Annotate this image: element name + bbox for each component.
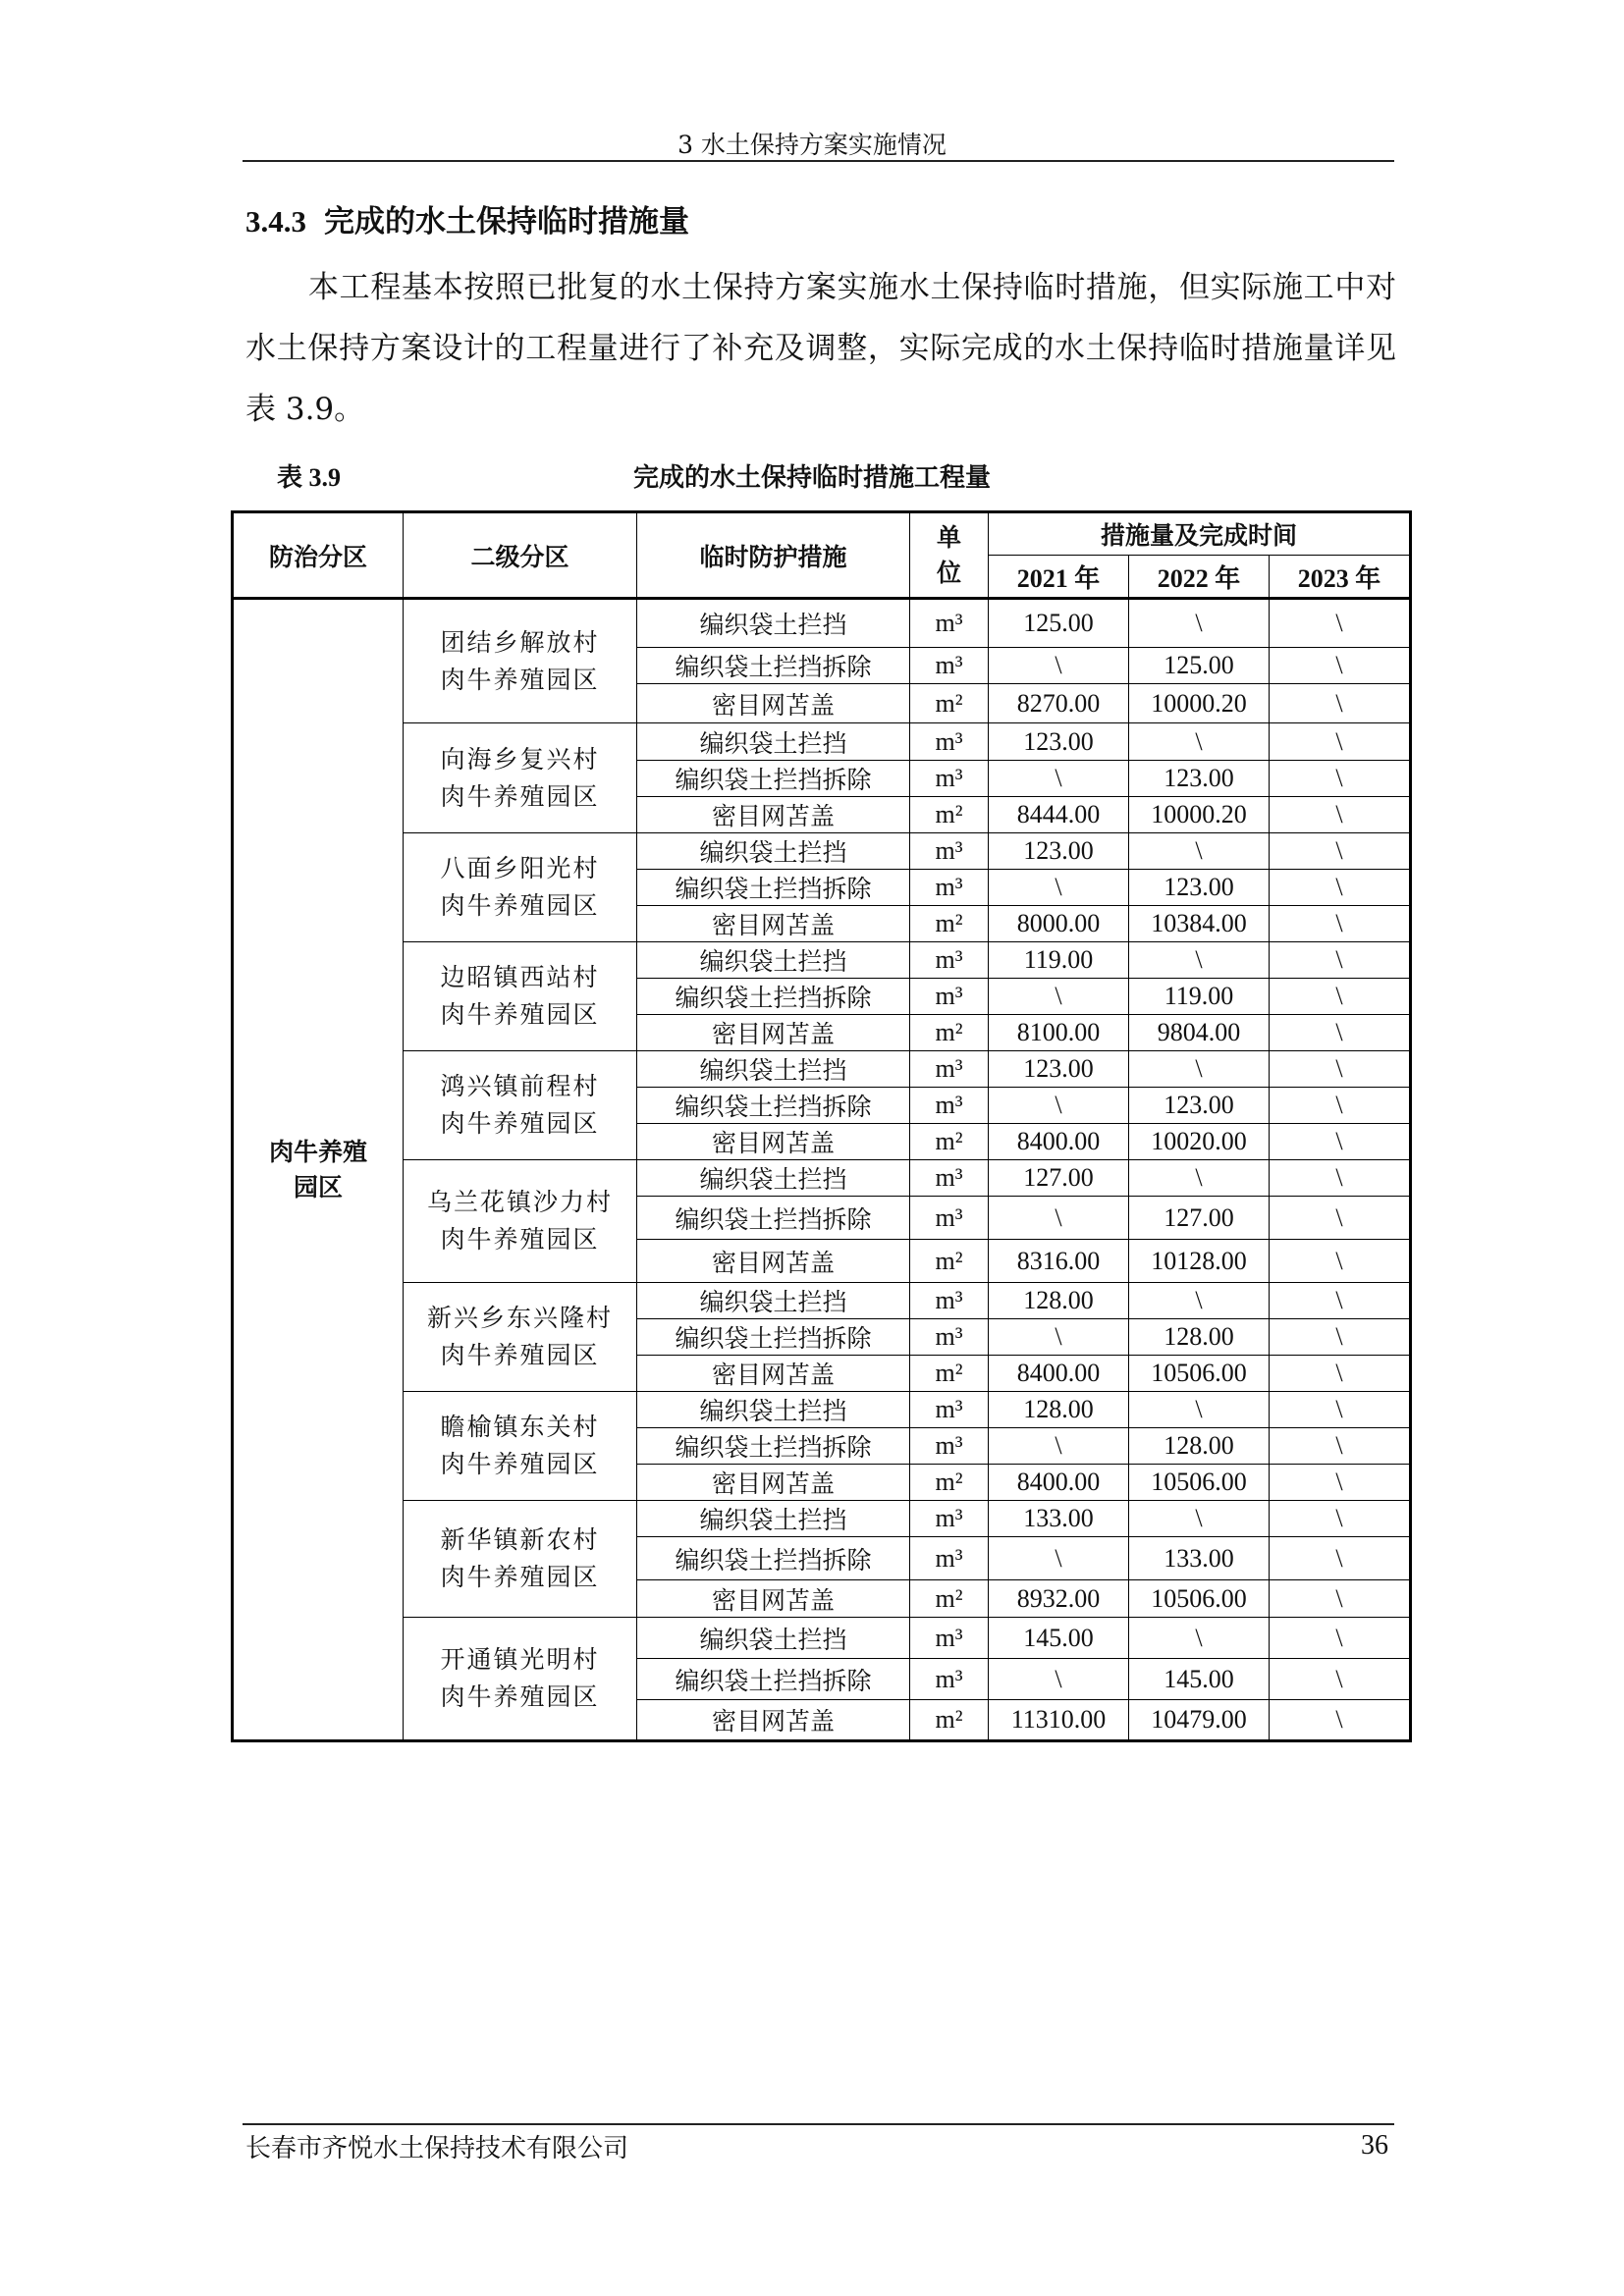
subzone-line: 肉牛养殖园区 — [440, 1450, 600, 1478]
body-paragraph: 本工程基本按照已批复的水土保持方案实施水土保持临时措施，但实际施工中对水土保持方案设计的工程量进行了补充及调整，实际完成的水土保持临时措施量详见表 3.9。 — [245, 270, 1396, 427]
unit-cell: m³ — [910, 1501, 989, 1537]
subzone-cell — [404, 833, 637, 942]
unit-cell: m² — [910, 1465, 989, 1501]
measure-cell: 密目网苫盖 — [637, 684, 910, 723]
measure-cell: 编织袋土拦挡拆除 — [637, 1197, 910, 1240]
amount-2023-cell: \ — [1270, 1124, 1411, 1160]
subzone-line: 乌兰花镇沙力村 — [426, 1188, 613, 1216]
amount-2022-cell: 10000.20 — [1129, 684, 1270, 723]
table-caption-title: 完成的水土保持临时措施工程量 — [632, 463, 991, 493]
unit-cell: m² — [910, 684, 989, 723]
amount-2021-cell: \ — [989, 1659, 1129, 1700]
amount-2022-cell: 123.00 — [1129, 1088, 1270, 1124]
amount-2023-cell: \ — [1270, 1428, 1411, 1465]
amount-2023-cell: \ — [1270, 797, 1411, 833]
measure-cell: 编织袋土拦挡 — [637, 942, 910, 979]
amount-2021-cell: 11310.00 — [989, 1700, 1129, 1741]
subzone-line: 瞻榆镇东关村 — [440, 1413, 600, 1441]
measure-cell: 编织袋土拦挡 — [637, 833, 910, 870]
amount-2022-cell: \ — [1129, 1283, 1270, 1319]
subzone-line: 肉牛养殖园区 — [440, 891, 600, 920]
table-row — [233, 1618, 1411, 1659]
section-title: 完成的水土保持临时措施量 — [324, 204, 689, 240]
amount-2021-cell: 8316.00 — [989, 1240, 1129, 1283]
amount-2022-cell: 123.00 — [1129, 870, 1270, 906]
amount-2022-cell: 10506.00 — [1129, 1580, 1270, 1618]
amount-2021-cell: 8444.00 — [989, 797, 1129, 833]
amount-2021-cell: \ — [989, 1428, 1129, 1465]
measure-cell: 密目网苫盖 — [637, 906, 910, 942]
unit-header-text: 单位 — [936, 522, 961, 587]
measure-cell: 密目网苫盖 — [637, 797, 910, 833]
unit-cell: m³ — [910, 870, 989, 906]
measure-cell: 编织袋土拦挡拆除 — [637, 870, 910, 906]
section-heading — [245, 196, 689, 240]
amount-2021-cell: 128.00 — [989, 1392, 1129, 1428]
amount-2021-cell: 125.00 — [989, 599, 1129, 648]
amount-2021-cell: 8000.00 — [989, 906, 1129, 942]
measure-cell: 编织袋土拦挡 — [637, 1160, 910, 1197]
amount-2022-cell: \ — [1129, 1392, 1270, 1428]
amount-2021-cell: 119.00 — [989, 942, 1129, 979]
measure-cell: 编织袋土拦挡 — [637, 1392, 910, 1428]
col-header-year-2023: 2023 年 — [1270, 556, 1411, 599]
amount-2021-cell: \ — [989, 870, 1129, 906]
measure-cell: 编织袋土拦挡 — [637, 1501, 910, 1537]
table-row — [233, 723, 1411, 761]
unit-cell: m³ — [910, 1392, 989, 1428]
amount-2023-cell: \ — [1270, 1356, 1411, 1392]
unit-cell: m² — [910, 1356, 989, 1392]
amount-2021-cell: \ — [989, 1319, 1129, 1356]
amount-2021-cell: 133.00 — [989, 1501, 1129, 1537]
unit-cell: m³ — [910, 1537, 989, 1580]
measure-cell: 编织袋土拦挡拆除 — [637, 1428, 910, 1465]
col-header-measure: 临时防护措施 — [637, 512, 910, 599]
subzone-cell — [404, 1392, 637, 1501]
measure-cell: 密目网苫盖 — [637, 1124, 910, 1160]
amount-2022-cell: \ — [1129, 1051, 1270, 1088]
unit-cell: m³ — [910, 1283, 989, 1319]
subzone-line: 鸿兴镇前程村 — [440, 1072, 600, 1100]
measure-cell: 编织袋土拦挡拆除 — [637, 1088, 910, 1124]
table-row — [233, 942, 1411, 979]
table-row — [233, 1051, 1411, 1088]
unit-cell: m³ — [910, 1160, 989, 1197]
table-row — [233, 1160, 1411, 1197]
amount-2023-cell: \ — [1270, 1700, 1411, 1741]
measure-cell: 编织袋土拦挡拆除 — [637, 1319, 910, 1356]
amount-2021-cell: 128.00 — [989, 1283, 1129, 1319]
amount-2022-cell: 10000.20 — [1129, 797, 1270, 833]
unit-cell: m³ — [910, 833, 989, 870]
amount-2021-cell: \ — [989, 648, 1129, 684]
unit-cell: m³ — [910, 599, 989, 648]
amount-2021-cell: 8400.00 — [989, 1124, 1129, 1160]
unit-cell: m² — [910, 1700, 989, 1741]
subzone-cell — [404, 723, 637, 833]
unit-cell: m³ — [910, 1197, 989, 1240]
amount-2023-cell: \ — [1270, 684, 1411, 723]
measure-cell: 编织袋土拦挡拆除 — [637, 1537, 910, 1580]
amount-2023-cell: \ — [1270, 1015, 1411, 1051]
measure-cell: 密目网苫盖 — [637, 1240, 910, 1283]
subzone-line: 肉牛养殖园区 — [440, 1341, 600, 1369]
amount-2021-cell: 8932.00 — [989, 1580, 1129, 1618]
amount-2023-cell: \ — [1270, 1659, 1411, 1700]
col-header-year-2022: 2022 年 — [1129, 556, 1270, 599]
amount-2023-cell: \ — [1270, 870, 1411, 906]
measures-table — [231, 510, 1412, 1742]
unit-cell: m³ — [910, 942, 989, 979]
unit-cell: m³ — [910, 1319, 989, 1356]
amount-2022-cell: 10506.00 — [1129, 1356, 1270, 1392]
amount-2023-cell: \ — [1270, 1319, 1411, 1356]
amount-2023-cell: \ — [1270, 979, 1411, 1015]
amount-2021-cell: 8400.00 — [989, 1465, 1129, 1501]
amount-2022-cell: \ — [1129, 833, 1270, 870]
subzone-line: 肉牛养殖园区 — [440, 781, 600, 811]
amount-2022-cell: 127.00 — [1129, 1197, 1270, 1240]
amount-2021-cell: \ — [989, 1537, 1129, 1580]
amount-2023-cell: \ — [1270, 599, 1411, 648]
amount-2023-cell: \ — [1270, 1537, 1411, 1580]
amount-2023-cell: \ — [1270, 1501, 1411, 1537]
running-header: 3 水土保持方案实施情况 — [677, 131, 947, 159]
amount-2022-cell: 133.00 — [1129, 1537, 1270, 1580]
amount-2023-cell: \ — [1270, 1197, 1411, 1240]
amount-2022-cell: \ — [1129, 1618, 1270, 1659]
unit-cell: m² — [910, 1580, 989, 1618]
col-header-zone: 防治分区 — [233, 512, 404, 599]
amount-2022-cell: \ — [1129, 599, 1270, 648]
col-header-subzone: 二级分区 — [404, 512, 637, 599]
measure-cell: 密目网苫盖 — [637, 1356, 910, 1392]
amount-2021-cell: \ — [989, 761, 1129, 797]
unit-cell: m³ — [910, 1618, 989, 1659]
amount-2022-cell: \ — [1129, 723, 1270, 761]
amount-2021-cell: 123.00 — [989, 723, 1129, 761]
amount-2022-cell: 119.00 — [1129, 979, 1270, 1015]
measure-cell: 密目网苫盖 — [637, 1465, 910, 1501]
table-row — [233, 1501, 1411, 1537]
amount-2023-cell: \ — [1270, 723, 1411, 761]
unit-cell: m² — [910, 1015, 989, 1051]
measure-cell: 密目网苫盖 — [637, 1580, 910, 1618]
unit-cell: m³ — [910, 1051, 989, 1088]
measure-cell: 编织袋土拦挡 — [637, 723, 910, 761]
amount-2022-cell: \ — [1129, 942, 1270, 979]
measure-cell: 编织袋土拦挡拆除 — [637, 1659, 910, 1700]
amount-2023-cell: \ — [1270, 1392, 1411, 1428]
amount-2022-cell: 10384.00 — [1129, 906, 1270, 942]
subzone-line: 团结乡解放村 — [440, 627, 600, 657]
amount-2022-cell: 145.00 — [1129, 1659, 1270, 1700]
footer-company: 长春市齐悦水土保持技术有限公司 — [245, 2134, 629, 2163]
subzone-cell — [404, 1283, 637, 1392]
amount-2022-cell: 123.00 — [1129, 761, 1270, 797]
unit-cell: m³ — [910, 648, 989, 684]
amount-2023-cell: \ — [1270, 1240, 1411, 1283]
unit-cell: m³ — [910, 723, 989, 761]
amount-2021-cell: 8100.00 — [989, 1015, 1129, 1051]
amount-2023-cell: \ — [1270, 1618, 1411, 1659]
subzone-line: 新兴乡东兴隆村 — [426, 1304, 613, 1332]
measure-cell: 密目网苫盖 — [637, 1015, 910, 1051]
subzone-line: 肉牛养殖园区 — [440, 1563, 600, 1591]
unit-cell: m³ — [910, 1088, 989, 1124]
subzone-line: 肉牛养殖园区 — [440, 1000, 600, 1029]
subzone-cell — [404, 1160, 637, 1283]
amount-2021-cell: 8400.00 — [989, 1356, 1129, 1392]
amount-2023-cell: \ — [1270, 1283, 1411, 1319]
amount-2021-cell: 8270.00 — [989, 684, 1129, 723]
amount-2022-cell: 128.00 — [1129, 1319, 1270, 1356]
amount-2023-cell: \ — [1270, 648, 1411, 684]
table-row — [233, 599, 1411, 648]
unit-cell: m² — [910, 1240, 989, 1283]
subzone-line: 八面乡阳光村 — [440, 854, 600, 882]
measure-cell: 编织袋土拦挡 — [637, 1283, 910, 1319]
subzone-cell — [404, 1501, 637, 1618]
table-row — [233, 833, 1411, 870]
amount-2022-cell: 125.00 — [1129, 648, 1270, 684]
unit-cell: m² — [910, 906, 989, 942]
amount-2022-cell: 9804.00 — [1129, 1015, 1270, 1051]
amount-2021-cell: \ — [989, 1088, 1129, 1124]
amount-2023-cell: \ — [1270, 761, 1411, 797]
amount-2022-cell: 10020.00 — [1129, 1124, 1270, 1160]
footer-rule — [243, 2123, 1394, 2125]
amount-2022-cell: 10479.00 — [1129, 1700, 1270, 1741]
amount-2023-cell: \ — [1270, 1160, 1411, 1197]
amount-2023-cell: \ — [1270, 1580, 1411, 1618]
amount-2023-cell: \ — [1270, 833, 1411, 870]
table-row — [233, 1392, 1411, 1428]
subzone-cell — [404, 1051, 637, 1160]
col-header-amount-group: 措施量及完成时间 — [989, 512, 1411, 556]
subzone-line: 肉牛养殖园区 — [440, 665, 600, 694]
amount-2021-cell: 127.00 — [989, 1160, 1129, 1197]
amount-2022-cell: 10128.00 — [1129, 1240, 1270, 1283]
amount-2022-cell: \ — [1129, 1160, 1270, 1197]
col-header-unit — [910, 512, 989, 599]
subzone-cell — [404, 1618, 637, 1741]
measure-cell: 密目网苫盖 — [637, 1700, 910, 1741]
table-body — [233, 599, 1411, 1741]
subzone-line: 向海乡复兴村 — [440, 744, 600, 774]
zone-line: 肉牛养殖 — [268, 1137, 367, 1166]
zone-line: 园区 — [293, 1172, 343, 1201]
table-row — [233, 1283, 1411, 1319]
amount-2023-cell: \ — [1270, 1088, 1411, 1124]
unit-cell: m³ — [910, 1659, 989, 1700]
subzone-line: 肉牛养殖园区 — [440, 1225, 600, 1254]
amount-2022-cell: 10506.00 — [1129, 1465, 1270, 1501]
measure-cell: 编织袋土拦挡 — [637, 1618, 910, 1659]
amount-2023-cell: \ — [1270, 906, 1411, 942]
measure-cell: 编织袋土拦挡拆除 — [637, 648, 910, 684]
amount-2021-cell: \ — [989, 1197, 1129, 1240]
amount-2023-cell: \ — [1270, 1051, 1411, 1088]
subzone-cell — [404, 599, 637, 723]
unit-cell: m³ — [910, 979, 989, 1015]
unit-cell: m³ — [910, 1428, 989, 1465]
subzone-cell — [404, 942, 637, 1051]
measure-cell: 编织袋土拦挡 — [637, 1051, 910, 1088]
amount-2021-cell: \ — [989, 979, 1129, 1015]
unit-cell: m² — [910, 797, 989, 833]
subzone-line: 边昭镇西站村 — [440, 963, 600, 991]
amount-2021-cell: 123.00 — [989, 1051, 1129, 1088]
amount-2022-cell: \ — [1129, 1501, 1270, 1537]
measure-cell: 编织袋土拦挡拆除 — [637, 761, 910, 797]
zone-cell — [233, 599, 404, 1741]
amount-2022-cell: 128.00 — [1129, 1428, 1270, 1465]
table-caption-number: 表 3.9 — [277, 463, 342, 492]
amount-2023-cell: \ — [1270, 1465, 1411, 1501]
amount-2023-cell: \ — [1270, 942, 1411, 979]
page-number: 36 — [1361, 2130, 1388, 2161]
subzone-line: 肉牛养殖园区 — [440, 1109, 600, 1138]
header-rule — [243, 160, 1394, 162]
unit-cell: m³ — [910, 761, 989, 797]
subzone-line: 肉牛养殖园区 — [440, 1682, 600, 1711]
subzone-line: 新华镇新农村 — [440, 1525, 600, 1554]
col-header-year-2021: 2021 年 — [989, 556, 1129, 599]
amount-2021-cell: 123.00 — [989, 833, 1129, 870]
section-number: 3.4.3 — [245, 204, 306, 239]
measure-cell: 编织袋土拦挡拆除 — [637, 979, 910, 1015]
unit-cell: m² — [910, 1124, 989, 1160]
subzone-line: 开通镇光明村 — [440, 1645, 600, 1674]
measure-cell: 编织袋土拦挡 — [637, 599, 910, 648]
amount-2021-cell: 145.00 — [989, 1618, 1129, 1659]
